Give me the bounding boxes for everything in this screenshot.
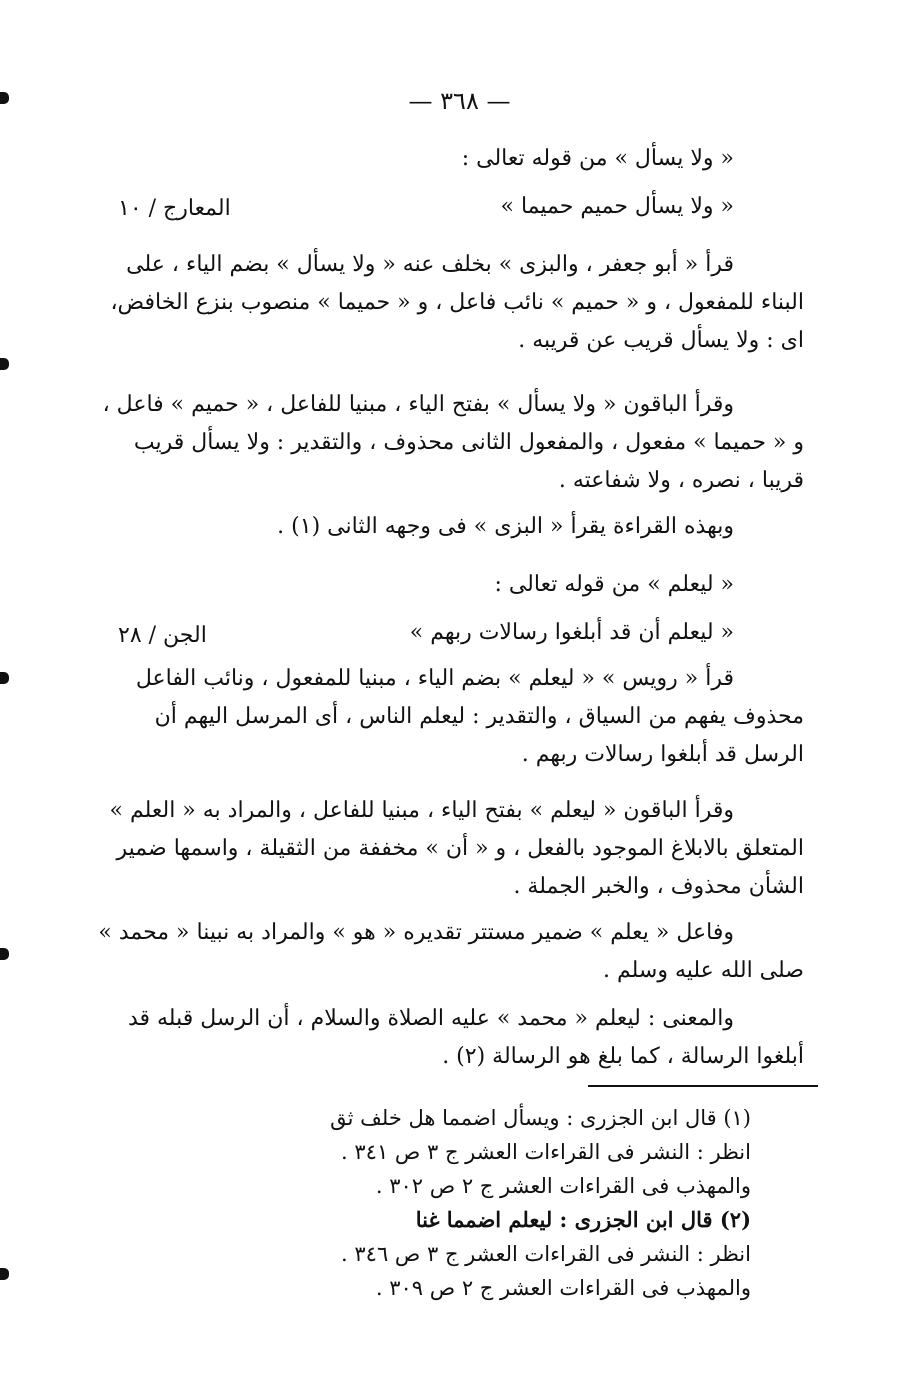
paragraph-line: الرسل قد أبلغوا رسالات ربهم . — [521, 742, 804, 767]
paragraph-line: قرأ « أبو جعفر ، والبزى » بخلف عنه « ولا يسأل » بضم الياء ، على — [126, 252, 734, 277]
footnote-line: (٢) قال ابن الجزرى : ليعلم اضمما غنا — [415, 1207, 751, 1232]
section-heading: « ليعلم » من قوله تعالى : — [494, 572, 734, 597]
footnote-line: انظر : النشر فى القراءات العشر ج ٣ ص ٣٤٦ . — [341, 1242, 751, 1266]
binding-mark — [0, 672, 9, 684]
footnote-line: والمهذب فى القراءات العشر ج ٢ ص ٣٠٢ . — [375, 1174, 751, 1198]
paragraph-line: المتعلق بالابلاغ الموجود بالفعل ، و « أن » مخففة من الثقيلة ، واسمها ضمير — [116, 836, 804, 861]
binding-mark — [0, 1268, 9, 1280]
verse-reference: الجن / ٢٨ — [118, 623, 207, 648]
footnote-divider — [588, 1085, 818, 1087]
verse-reference: المعارج / ١٠ — [118, 196, 231, 221]
paragraph-line: اى : ولا يسأل قريب عن قريبه . — [518, 328, 804, 353]
footnote-line: انظر : النشر فى القراءات العشر ج ٣ ص ٣٤١ . — [341, 1140, 751, 1164]
paragraph-line: وفاعل « يعلم » ضمير مستتر تقديره « هو » والمراد به نبينا « محمد » — [98, 920, 734, 945]
footnote-line: (١) قال ابن الجزرى : ويسأل اضمما هل خلف ثق — [330, 1106, 751, 1130]
paragraph-line: أبلغوا الرسالة ، كما بلغ هو الرسالة (٢) . — [442, 1044, 804, 1069]
paragraph-line: وقرأ الباقون « ولا يسأل » بفتح الياء ، مبنيا للفاعل ، « حميم » فاعل ، — [102, 392, 734, 417]
paragraph-line: صلى الله عليه وسلم . — [603, 958, 804, 983]
quran-verse: « ولا يسأل حميم حميما » — [500, 194, 734, 219]
binding-mark — [0, 358, 9, 370]
paragraph-line: الشأن محذوف ، والخبر الجملة . — [513, 874, 804, 899]
paragraph-line: وبهذه القراءة يقرأ « البزى » فى وجهه الثانى (١) . — [277, 514, 734, 539]
paragraph-line: قريبا ، نصره ، ولا شفاعته . — [558, 468, 804, 493]
binding-mark — [0, 948, 9, 960]
paragraph-line: وقرأ الباقون « ليعلم » بفتح الياء ، مبنيا للفاعل ، والمراد به « العلم » — [109, 798, 734, 823]
paragraph-line: البناء للمفعول ، و « حميم » نائب فاعل ، و « حميما » منصوب بنزع الخافض، — [110, 290, 804, 315]
paragraph-line: والمعنى : ليعلم « محمد » عليه الصلاة والسلام ، أن الرسل قبله قد — [127, 1006, 734, 1031]
paragraph-line: محذوف يفهم من السياق ، والتقدير : ليعلم الناس ، أى المرسل اليهم أن — [154, 704, 804, 729]
paragraph-line: قرأ « رويس » « ليعلم » بضم الياء ، مبنيا للمفعول ، ونائب الفاعل — [135, 666, 734, 691]
quran-verse: « ليعلم أن قد أبلغوا رسالات ربهم » — [409, 620, 734, 645]
page-number: — ٣٦٨ — — [408, 87, 511, 115]
footnote-line: والمهذب فى القراءات العشر ج ٢ ص ٣٠٩ . — [375, 1276, 751, 1300]
paragraph-line: و « حميما » مفعول ، والمفعول الثانى محذوف ، والتقدير : ولا يسأل قريب — [133, 430, 804, 455]
section-heading: « ولا يسأل » من قوله تعالى : — [461, 146, 734, 171]
